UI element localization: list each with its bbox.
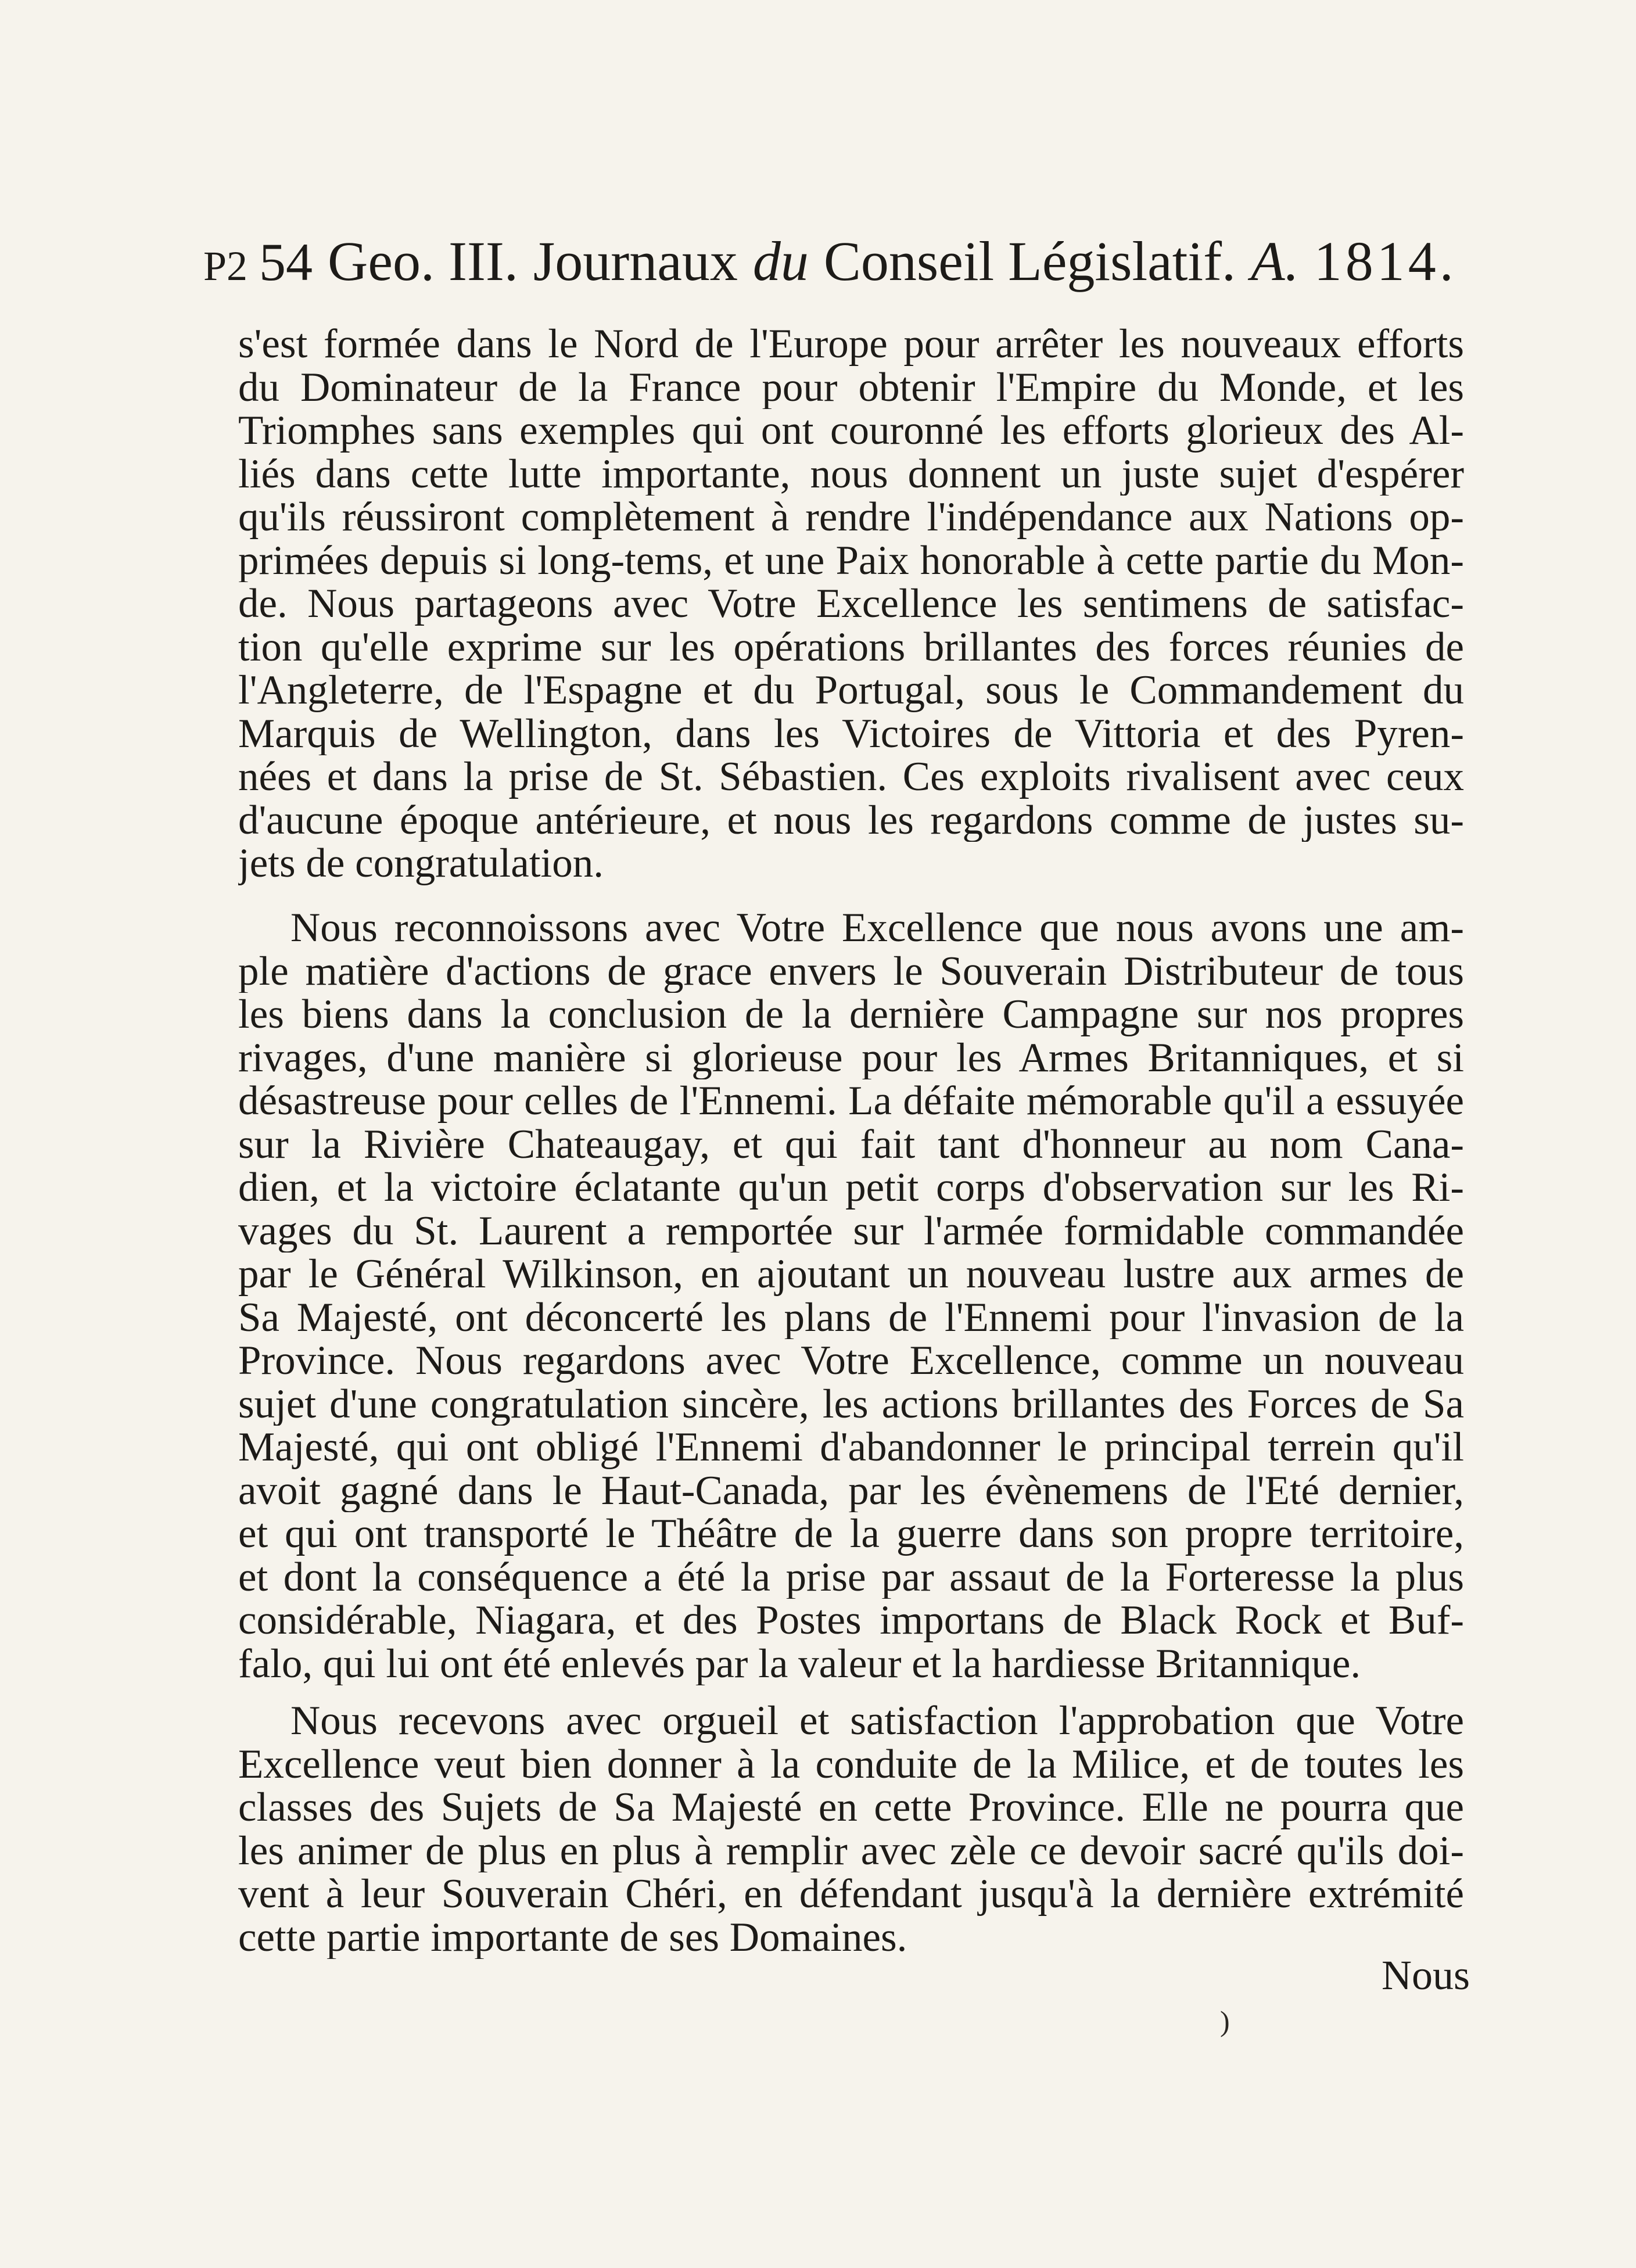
text-line: sur la Rivière Chateaugay, et qui fait tant d'honneur au nom Cana- bbox=[238, 1122, 1464, 1166]
text-line: de. Nous partageons avec Votre Excellence les sentimens de satisfac- bbox=[238, 582, 1464, 626]
title-journaux: Journaux bbox=[533, 230, 738, 292]
text-line: du Dominateur de la France pour obtenir l'Empire du Monde, et les bbox=[238, 365, 1464, 409]
text-line: Majesté, qui ont obligé l'Ennemi d'abandonner le principal terrein qu'il bbox=[238, 1426, 1464, 1469]
page-prefix: P2 bbox=[203, 243, 248, 289]
text-line: Excellence veut bien donner à la conduite de la Milice, et de toutes les bbox=[238, 1742, 1464, 1786]
text-line: avoit gagné dans le Haut-Canada, par les évènemens de l'Eté dernier, bbox=[238, 1469, 1464, 1512]
text-line: dien, et la victoire éclatante qu'un petit corps d'observation sur les Ri- bbox=[238, 1166, 1464, 1210]
text-line: considérable, Niagara, et des Postes importans de Black Rock et Buf- bbox=[238, 1599, 1464, 1642]
text-line: les biens dans la conclusion de la dernière Campagne sur nos propres bbox=[238, 993, 1464, 1036]
text-line: les animer de plus en plus à remplir avec zèle ce devoir sacré qu'ils doi- bbox=[238, 1829, 1464, 1872]
text-line: et dont la conséquence a été la prise par assaut de la Forteresse la plus bbox=[238, 1555, 1464, 1599]
text-line: vages du St. Laurent a remportée sur l'armée formidable commandée bbox=[238, 1209, 1464, 1253]
running-header bbox=[203, 221, 1458, 302]
text-line: et qui ont transporté le Théâtre de la guerre dans son propre territoire, bbox=[238, 1512, 1464, 1556]
regnal-number: 54 bbox=[259, 232, 313, 292]
text-line: sujet d'une congratulation sincère, les actions brillantes des Forces de Sa bbox=[238, 1382, 1464, 1426]
text-line: Nous recevons avec orgueil et satisfaction l'approbation que Votre bbox=[290, 1699, 1464, 1743]
stray-mark: ) bbox=[1220, 2005, 1230, 2037]
text-line: tion qu'elle exprime sur les opérations brillantes des forces réunies de bbox=[238, 625, 1464, 669]
text-line: rivages, d'une manière si glorieuse pour les Armes Britanniques, et si bbox=[238, 1036, 1464, 1079]
text-line: par le Général Wilkinson, en ajoutant un nouveau lustre aux armes de bbox=[238, 1253, 1464, 1296]
text-line: désastreuse pour celles de l'Ennemi. La défaite mémorable qu'il a essuyée bbox=[238, 1079, 1464, 1123]
text-line: Nous reconnoissons avec Votre Excellence que nous avons une am- bbox=[290, 906, 1464, 950]
text-line: liés dans cette lutte importante, nous donnent un juste sujet d'espérer bbox=[238, 452, 1464, 496]
catchword: Nous bbox=[1381, 1952, 1470, 1998]
text-line: qu'ils réussiront complètement à rendre l'indépendance aux Nations op- bbox=[238, 496, 1464, 539]
paragraph-2 bbox=[238, 906, 1464, 1685]
text-line: primées depuis si long-tems, et une Paix honorable à cette partie du Mon- bbox=[238, 539, 1464, 582]
reign: Geo. III. bbox=[328, 230, 518, 292]
text-line: Triomphes sans exemples qui ont couronné les efforts glorieux des Al- bbox=[238, 409, 1464, 453]
paragraph-1 bbox=[238, 322, 1464, 885]
text-line: jets de congratulation. bbox=[238, 842, 604, 885]
title-conseil: Conseil Législatif. bbox=[823, 230, 1236, 292]
year-prefix: A. bbox=[1251, 230, 1299, 292]
text-line: cette partie importante de ses Domaines. bbox=[238, 1915, 907, 1959]
text-line: classes des Sujets de Sa Majesté en cette Province. Elle ne pourra que bbox=[238, 1786, 1464, 1829]
title-du: du bbox=[752, 230, 809, 292]
text-line: s'est formée dans le Nord de l'Europe pour arrêter les nouveaux efforts bbox=[238, 322, 1464, 366]
year: 1814. bbox=[1314, 230, 1457, 292]
text-line: ple matière d'actions de grace envers le Souverain Distributeur de tous bbox=[238, 949, 1464, 993]
text-line: l'Angleterre, de l'Espagne et du Portugal, sous le Commandement du bbox=[238, 669, 1464, 712]
paragraph-3 bbox=[238, 1699, 1464, 1959]
text-line: falo, qui lui ont été enlevés par la valeur et la hardiesse Britannique. bbox=[238, 1642, 1361, 1685]
text-line: d'aucune époque antérieure, et nous les regardons comme de justes su- bbox=[238, 798, 1464, 842]
text-line: nées et dans la prise de St. Sébastien. Ces exploits rivalisent avec ceux bbox=[238, 755, 1464, 799]
text-line: vent à leur Souverain Chéri, en défendant jusqu'à la dernière extrémité bbox=[238, 1872, 1464, 1916]
text-line: Province. Nous regardons avec Votre Excellence, comme un nouveau bbox=[238, 1339, 1464, 1383]
text-line: Sa Majesté, ont déconcerté les plans de l'Ennemi pour l'invasion de la bbox=[238, 1296, 1464, 1339]
text-line: Marquis de Wellington, dans les Victoires de Vittoria et des Pyren- bbox=[238, 712, 1464, 755]
